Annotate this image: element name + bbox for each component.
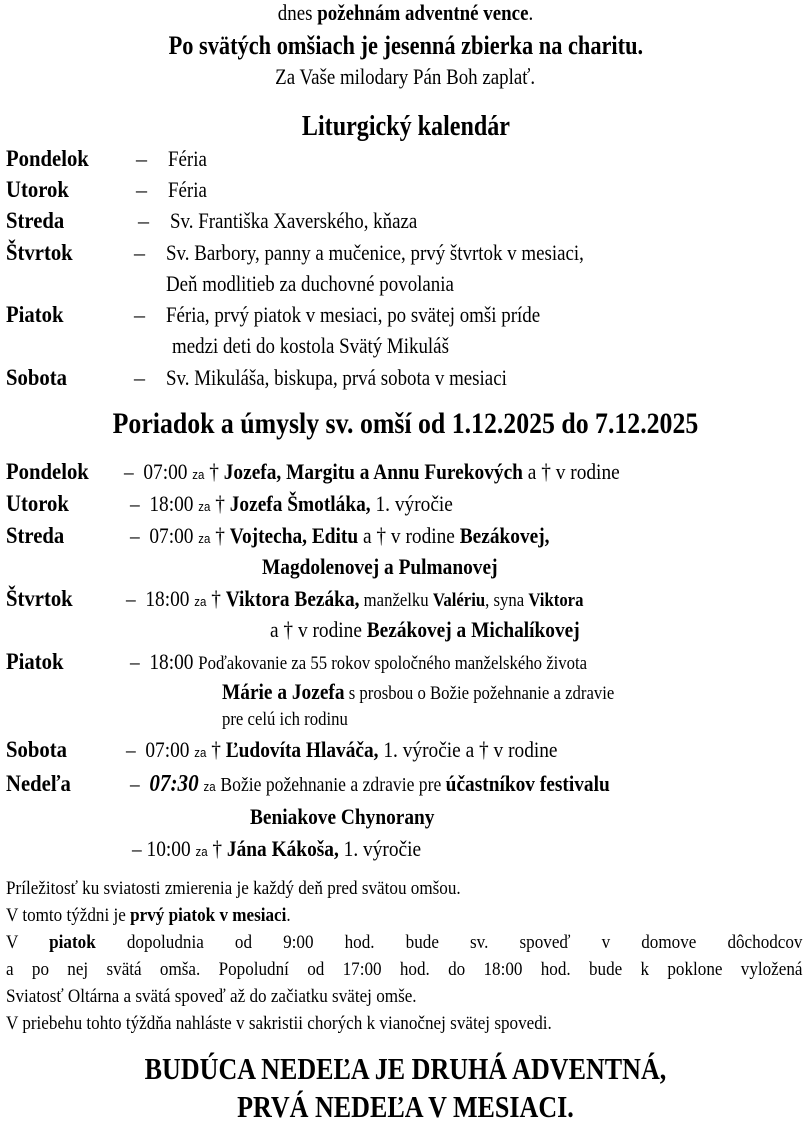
za-label: za	[192, 467, 205, 482]
mass-dash: –	[132, 836, 142, 861]
intention-bold: Viktora	[528, 590, 584, 611]
mass-row-stvrtok	[126, 585, 583, 616]
notice-friday-line3: Sviatosť Oltárna a svätá spoveď až do začiatku svätej omše.	[6, 986, 417, 1007]
lit-text: Sv. Mikuláša, biskupa, prvá sobota v mesiaci	[166, 365, 507, 390]
za-label: za	[195, 844, 208, 859]
notice-bold: piatok	[49, 932, 96, 953]
intention-bold: účastníkov festivalu	[445, 771, 610, 796]
intention-bold: Viktora Bezáka,	[225, 586, 360, 611]
mass-schedule-title	[0, 406, 811, 442]
lit-dash: –	[136, 146, 147, 171]
mass-dash: –	[126, 737, 136, 762]
mass-continuation: Beniakove Chynorany	[250, 804, 435, 829]
lit-text: Féria	[168, 177, 207, 202]
notice-text: .	[286, 905, 291, 926]
lit-text: Sv. Františka Xaverského, kňaza	[170, 208, 418, 233]
mass-day-pondelok: Pondelok	[6, 459, 89, 484]
liturgical-calendar-title	[0, 110, 811, 144]
mass-dash: –	[130, 771, 140, 796]
mass-time: 07:00	[149, 523, 194, 548]
intro-thanks-text: Za Vaše milodary Pán Boh zaplať.	[275, 64, 536, 89]
mass-day-sobota: Sobota	[6, 737, 67, 762]
cross-icon: †	[212, 836, 223, 861]
liturgical-calendar-title-text: Liturgický kalendár	[301, 111, 510, 142]
intention-bold: Márie a Jozefa	[222, 679, 345, 704]
lit-dash: –	[134, 302, 145, 327]
mass-row-nedela-second	[132, 835, 421, 866]
lit-day-streda: Streda	[6, 208, 65, 233]
mass-time: 07:30	[149, 771, 199, 797]
intention-bold: Jána Kákoša,	[226, 836, 339, 861]
lit-text-continuation: Deň modlitieb za duchovné povolania	[166, 271, 454, 296]
intro-post: .	[528, 0, 534, 25]
intention-bold: Vojtecha, Editu	[229, 523, 359, 548]
lit-text-continuation: medzi deti do kostola Svätý Mikuláš	[172, 333, 449, 358]
intention-text: 1. výročie a † v rodine	[378, 737, 558, 762]
mass-row-streda	[130, 522, 550, 553]
intention-text: 1. výročie	[370, 491, 453, 516]
intention-text: Poďakovanie za 55 rokov spoločného manželského života	[198, 653, 588, 674]
lit-day-utorok: Utorok	[6, 177, 69, 202]
lit-day-piatok: Piatok	[6, 302, 64, 327]
footer-line2	[0, 1088, 811, 1126]
notice-confession: Príležitosť ku sviatosti zmierenia je každý deň pred svätou omšou.	[6, 878, 461, 899]
mass-dash: –	[130, 491, 140, 516]
mass-day-nedela: Nedeľa	[6, 771, 71, 796]
za-label: za	[198, 499, 211, 514]
notice-text: V	[6, 932, 50, 953]
intro-collection	[0, 30, 811, 62]
mass-time: 18:00	[149, 649, 194, 674]
intention-text: a † v rodine	[270, 617, 367, 642]
intro-thanks	[0, 64, 811, 90]
cross-icon: †	[215, 491, 225, 516]
mass-day-streda: Streda	[6, 523, 65, 548]
mass-continuation: Magdolenovej a Pulmanovej	[262, 554, 498, 579]
footer-line1-text: BUDÚCA NEDEĽA JE DRUHÁ ADVENTNÁ,	[144, 1051, 667, 1086]
intro-pre: dnes	[277, 0, 318, 25]
intention-bold: Jozefa Šmotláka,	[229, 491, 371, 516]
notice-first-friday	[6, 904, 291, 928]
intention-text: a † v rodine	[522, 459, 620, 484]
intention-text: Božie požehnanie a zdravie pre	[220, 774, 446, 796]
footer-line1	[0, 1050, 811, 1088]
mass-continuation	[270, 616, 580, 644]
notice-sick: V priebehu tohto týždňa nahláste v sakristii chorých k vianočnej svätej spovedi.	[6, 1013, 552, 1034]
intention-text: , syna	[485, 590, 529, 611]
mass-dash: –	[130, 523, 140, 548]
notice-friday-line2: a po nej svätá omša. Popoludní od 17:00 hod. do 18:00 hod. bude k poklone vyložená	[6, 959, 803, 980]
lit-dash: –	[134, 365, 145, 390]
intention-text: 1. výročie	[338, 836, 422, 861]
mass-time: 18:00	[149, 491, 194, 516]
intention-text: a † v rodine	[358, 523, 460, 548]
cross-icon: †	[209, 459, 219, 484]
lit-text: Sv. Barbory, panny a mučenice, prvý štvrtok v mesiaci,	[166, 240, 584, 265]
lit-dash: –	[134, 240, 145, 265]
mass-row-pondelok	[124, 458, 620, 489]
intention-text: manželku	[359, 590, 433, 611]
notice-friday-line1	[6, 931, 803, 955]
mass-day-utorok: Utorok	[6, 491, 69, 516]
mass-row-sobota	[126, 736, 558, 767]
cross-icon: †	[211, 586, 221, 611]
intention-text: s prosbou o Božie požehnanie a zdravie	[344, 683, 615, 704]
footer-line2-text: PRVÁ NEDEĽA V MESIACI.	[237, 1089, 574, 1124]
mass-continuation: pre celú ich rodinu	[222, 709, 348, 730]
mass-day-stvrtok: Štvrtok	[6, 586, 73, 611]
za-label: za	[198, 531, 211, 546]
cross-icon: †	[215, 523, 225, 548]
mass-dash: –	[130, 649, 140, 674]
intention-bold: Bezákovej,	[459, 523, 550, 548]
lit-text: Féria, prvý piatok v mesiaci, po svätej omši príde	[166, 302, 541, 327]
intention-bold: Bezákovej a Michalíkovej	[366, 617, 580, 642]
lit-day-stvrtok: Štvrtok	[6, 240, 73, 265]
lit-dash: –	[136, 177, 147, 202]
intention-bold: Ľudovíta Hlaváča,	[225, 737, 379, 762]
mass-day-piatok: Piatok	[6, 649, 64, 674]
intro-bold: požehnám adventné vence	[317, 0, 529, 25]
lit-day-pondelok: Pondelok	[6, 146, 89, 171]
notice-bold: prvý piatok v mesiaci	[130, 905, 287, 926]
mass-schedule-title-text: Poriadok a úmysly sv. omší od 1.12.2025 do 7.12.2025	[112, 407, 699, 440]
intro-line-blessing	[0, 0, 811, 26]
lit-text: Féria	[168, 146, 207, 171]
mass-time: 18:00	[145, 586, 190, 611]
mass-row-nedela	[130, 770, 610, 801]
intention-bold: Jozefa, Margitu a Annu Furekových	[223, 459, 523, 484]
mass-time: 07:00	[143, 459, 188, 484]
za-label: za	[194, 745, 207, 760]
lit-dash: –	[138, 208, 149, 233]
mass-row-piatok	[130, 648, 587, 678]
intention-bold: Valériu	[432, 590, 486, 611]
mass-continuation	[222, 678, 614, 708]
mass-row-utorok	[130, 490, 453, 521]
cross-icon: †	[211, 737, 221, 762]
mass-dash: –	[124, 459, 134, 484]
mass-time: 07:00	[145, 737, 190, 762]
intro-collection-text: Po svätých omšiach je jesenná zbierka na charitu.	[168, 31, 643, 60]
mass-dash: –	[126, 586, 136, 611]
za-label: za	[203, 779, 216, 794]
mass-time: 10:00	[146, 836, 191, 861]
notice-text: V tomto týždni je	[6, 905, 131, 926]
notice-text: dopoludnia od 9:00 hod. bude sv. spoveď v domove dôchodcov	[95, 932, 803, 953]
za-label: za	[194, 594, 207, 609]
lit-day-sobota: Sobota	[6, 365, 67, 390]
